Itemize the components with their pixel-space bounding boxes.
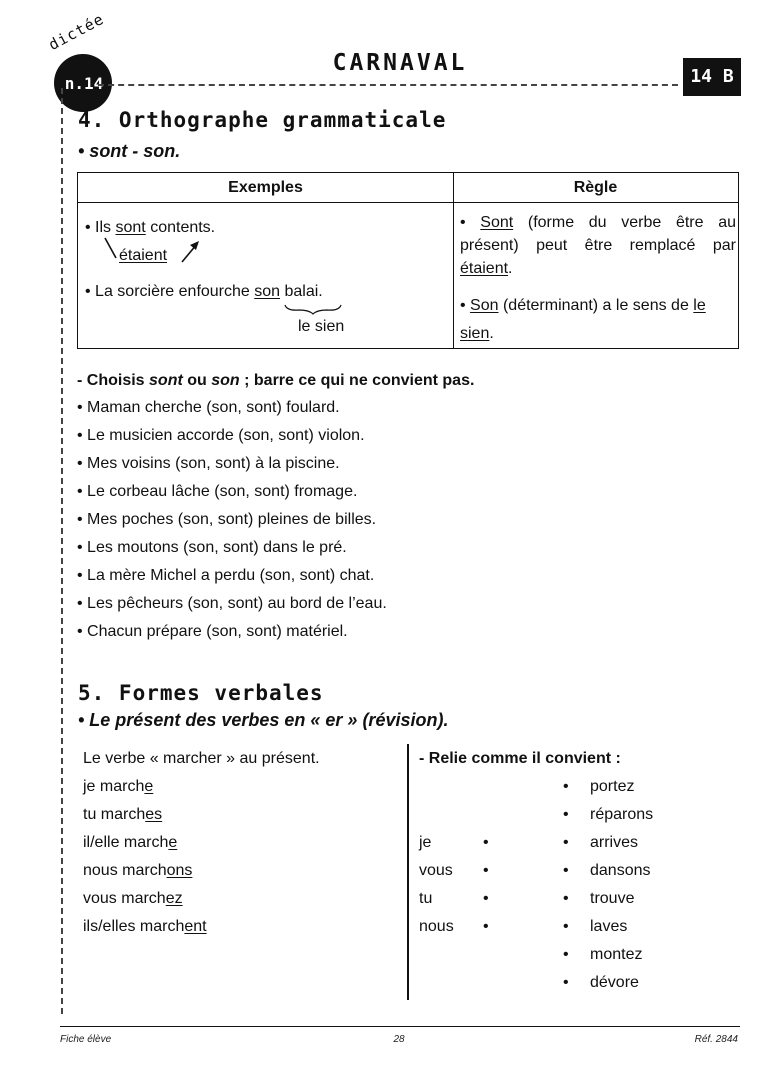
- conjugation-title: Le verbe « marcher » au présent.: [83, 750, 320, 767]
- rule-2-text: (déterminant) a le sens de: [498, 297, 694, 314]
- rule-1-word: Sont: [480, 214, 514, 231]
- rule-1-text: (forme du verbe être au présent) peut être remplacé par: [460, 214, 737, 254]
- example-1-replace-word: étaient: [119, 247, 168, 264]
- sheet-code: 14 B: [683, 58, 741, 96]
- rule-1-repl: étaient: [460, 260, 509, 277]
- table-header-rule: Règle: [453, 173, 738, 203]
- footer-left: Fiche élève: [60, 1034, 112, 1045]
- rule-2: [460, 292, 736, 348]
- verb-option: laves: [590, 918, 628, 935]
- pronoun: je: [419, 834, 432, 851]
- example-2-pre: • La sorcière enfourche: [85, 283, 255, 300]
- example-1-word: sont: [115, 219, 146, 236]
- conj-stem: ils/elles march: [83, 918, 185, 935]
- section-4-subtitle: • sont - son.: [78, 141, 181, 161]
- left-dashed-line: [61, 88, 63, 1014]
- verb-dot[interactable]: •: [563, 890, 569, 907]
- conj-stem: il/elle march: [83, 834, 169, 851]
- section-4-title: 4. Orthographe grammaticale: [78, 108, 447, 132]
- rule-table: [77, 172, 739, 349]
- conj-stem: nous march: [83, 862, 167, 879]
- verb-option: portez: [590, 778, 635, 795]
- list-item: • Mes voisins (son, sont) à la piscine.: [77, 455, 340, 472]
- verb-dot[interactable]: •: [563, 974, 569, 991]
- example-2-word: son: [254, 283, 281, 300]
- conj-stem: vous march: [83, 890, 166, 907]
- page-number: 28: [393, 1034, 405, 1045]
- conjugation-row: [83, 834, 177, 852]
- instruction-mid: ou: [182, 372, 212, 389]
- verb-dot[interactable]: •: [563, 778, 569, 795]
- verb-option: arrives: [590, 834, 639, 851]
- conjugation-row: [83, 806, 162, 824]
- verb-option: dévore: [590, 974, 639, 991]
- example-2-replacement: le sien: [298, 318, 345, 335]
- conj-stem: tu march: [83, 806, 146, 823]
- verb-option: montez: [590, 946, 643, 963]
- example-1-replacement: [119, 245, 167, 267]
- list-item: • Les pêcheurs (son, sont) au bord de l’eau.: [77, 595, 387, 612]
- pronoun-dot[interactable]: •: [483, 834, 489, 851]
- conj-ending: es: [145, 806, 163, 823]
- badge-number: n.14: [64, 74, 104, 93]
- verb-dot[interactable]: •: [563, 834, 569, 851]
- conj-ending: ons: [166, 862, 193, 879]
- rule-2-end: .: [489, 325, 494, 342]
- rule-1: [460, 211, 736, 280]
- column-divider: [407, 744, 409, 1000]
- list-item: • Les moutons (son, sont) dans le pré.: [77, 539, 347, 556]
- header-dashed-line: [98, 84, 678, 86]
- rule-2-word: Son: [470, 297, 499, 314]
- exercise-instruction: [77, 372, 474, 390]
- example-2-post: balai.: [280, 283, 323, 300]
- verb-option: réparons: [590, 806, 654, 823]
- example-1-pre: • Ils: [85, 219, 116, 236]
- footer-line: [60, 1026, 740, 1027]
- pronoun-dot[interactable]: •: [483, 862, 489, 879]
- conjugation-row: [83, 918, 207, 936]
- pronoun: vous: [419, 862, 453, 879]
- pronoun-dot[interactable]: •: [483, 890, 489, 907]
- rule-1-end: .: [508, 260, 513, 277]
- conjugation-row: [83, 890, 183, 908]
- verb-dot[interactable]: •: [563, 946, 569, 963]
- section-5-subtitle: • Le présent des verbes en « er » (révision).: [78, 710, 449, 730]
- verb-option: dansons: [590, 862, 651, 879]
- matching-instruction: - Relie comme il convient :: [419, 750, 621, 767]
- instruction-word-1: sont: [149, 372, 183, 389]
- pronoun: tu: [419, 890, 433, 907]
- list-item: • Le corbeau lâche (son, sont) fromage.: [77, 483, 358, 500]
- verb-dot[interactable]: •: [563, 806, 569, 823]
- section-5-title: 5. Formes verbales: [78, 681, 324, 705]
- pronoun: nous: [419, 918, 454, 935]
- example-2: [85, 281, 323, 303]
- conj-ending: e: [144, 778, 154, 795]
- instruction-post: ; barre ce qui ne convient pas.: [239, 372, 475, 389]
- conjugation-row: [83, 778, 153, 796]
- conjugation-row: [83, 862, 192, 880]
- rule-2-repl: le sien: [460, 297, 706, 342]
- pronoun-dot[interactable]: •: [483, 918, 489, 935]
- list-item: • Chacun prépare (son, sont) matériel.: [77, 623, 348, 640]
- table-header-examples: Exemples: [78, 173, 453, 203]
- footer-reference: Réf. 2844: [694, 1034, 738, 1045]
- verb-option: trouve: [590, 890, 635, 907]
- list-item: • Maman cherche (son, sont) foulard.: [77, 399, 340, 416]
- instruction-pre: - Choisis: [77, 372, 150, 389]
- conj-ending: ez: [165, 890, 183, 907]
- brace-icon: [283, 303, 343, 315]
- conj-ending: ent: [184, 918, 207, 935]
- list-item: • Mes poches (son, sont) pleines de billes.: [77, 511, 377, 528]
- table-column-divider: [453, 173, 454, 348]
- page-title: CARNAVAL: [332, 50, 468, 76]
- verb-dot[interactable]: •: [563, 918, 569, 935]
- conj-stem: je march: [83, 778, 145, 795]
- rule-1-bullet: •: [460, 214, 481, 231]
- rule-2-bullet: •: [460, 297, 471, 314]
- list-item: • Le musicien accorde (son, sont) violon.: [77, 427, 365, 444]
- instruction-word-2: son: [211, 372, 240, 389]
- verb-dot[interactable]: •: [563, 862, 569, 879]
- list-item: • La mère Michel a perdu (son, sont) chat.: [77, 567, 375, 584]
- example-1-post: contents.: [145, 219, 216, 236]
- badge-label: dictée: [45, 9, 108, 54]
- conj-ending: e: [168, 834, 178, 851]
